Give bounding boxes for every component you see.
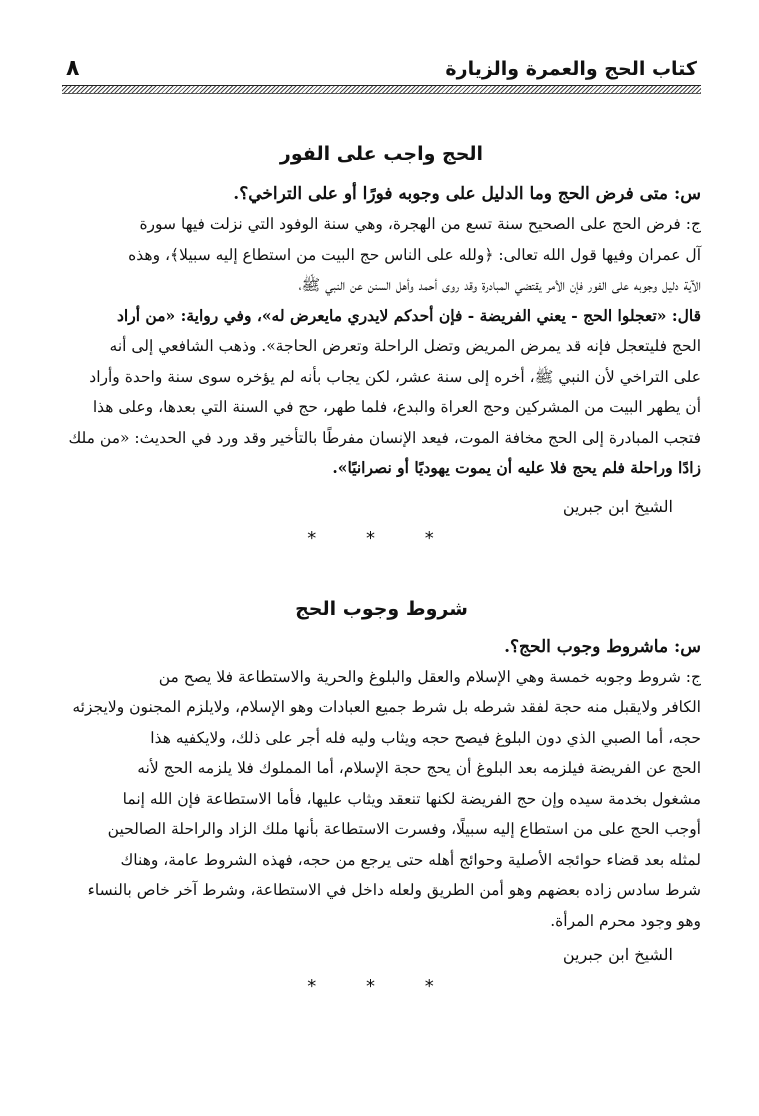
attribution: الشيخ ابن جبرين	[562, 496, 673, 516]
answer-line: فتجب المبادرة إلى الحج مخافة الموت، فيعد الإنسان مفرطًا بالتأخير وقد ورد في الحديث: «من ملك	[68, 428, 701, 447]
book-title: كتاب الحج والعمرة والزيارة	[445, 58, 697, 80]
answer-line: آل عمران وفيها قول الله تعالى: ﴿ولله على الناس حج البيت من استطاع إليه سبيلا﴾، وهذه	[128, 245, 701, 264]
section-separator: * * *	[307, 527, 456, 549]
answer-line: على التراخي لأن النبي ﷺ، أخره إلى سنة عشر، لكن يجاب بأنه لم يؤخره سوى سنة واحدة وأراد	[89, 367, 701, 386]
answer-text	[62, 209, 701, 484]
question-text: س: ماشروط وجوب الحج؟.	[504, 636, 701, 657]
answer-line: ج: فرض الحج على الصحيح سنة تسع من الهجرة، وهي سنة الوفود التي نزلت فيها سورة	[139, 215, 701, 233]
answer-line: الآية دليل وجوبه على الفور فإن الأمر يقتضي المبادرة وقد روى أحمد وأهل السنن عن النبي ﷺ،	[298, 276, 701, 294]
answer-line: شرط سادس زاده بعضهم وهو أمن الطريق ولعله داخل في الاستطاعة، وشرط آخر خاص بالنساء	[87, 881, 701, 899]
answer-line: الحج فليتعجل فإنه قد يمرض المريض وتضل الراحلة وتعرض الحاجة». وذهب الشافعي إلى أنه	[109, 337, 701, 355]
page-number: ٨	[66, 56, 80, 81]
answer-line: الحج عن الفريضة فيلزمه بعد البلوغ أن يحج حجة الإسلام، أما المملوك فلا يلزمه الحج لأنه	[137, 759, 701, 777]
answer-line: وهو وجود محرم المرأة.	[550, 911, 701, 930]
answer-text	[62, 662, 701, 937]
answer-line: ج: شروط وجوبه خمسة وهي الإسلام والعقل والبلوغ والحرية والاستطاعة فلا يصح من	[158, 667, 701, 686]
answer-line: لمثله بعد قضاء حوائجه الأصلية وحوائج أهله حتى يرجع من حجه، فهذه الشروط عامة، وهناك	[120, 850, 701, 869]
running-header	[62, 52, 701, 82]
answer-line: حجه، أما الصبي الذي دون البلوغ فيصح حجه ويثاب وليه فله أجر على ذلك، ولايكفيه هذا	[150, 728, 701, 747]
answer-line: قال: «تعجلوا الحج - يعني الفريضة - فإن أحدكم لايدري مايعرض له»، وفي رواية: «من أراد	[117, 305, 701, 325]
answer-line: مشغول بخدمة سيده وإن حج الفريضة لكنها تنعقد ويثاب عليها، فأما الاستطاعة فإن الله إنما	[122, 789, 701, 808]
section-separator: * * *	[307, 976, 456, 997]
header-rule	[62, 85, 701, 94]
question-text: س: متى فرض الحج وما الدليل على وجوبه فورًا أو على التراخي؟.	[233, 184, 701, 204]
answer-line: أوجب الحج على من استطاع إليه سبيلًا، وفسرت الاستطاعة بأنها ملك الزاد والراحلة الصالحين	[107, 820, 701, 838]
answer-line: الكافر ولايقبل منه حجة لفقد شرطه بل شرط جميع العبادات وهو الإسلام، ولايلزم المجنون ولايجزئه	[72, 698, 701, 716]
answer-line: أن يطهر البيت من المشركين وحج العراة والبدع، فلما طهر، حج في السنة التي بعدها، وعلى هذا	[92, 398, 701, 416]
attribution: الشيخ ابن جبرين	[562, 945, 673, 964]
answer-line: زادًا وراحلة فلم يحج فلا عليه أن يموت يهوديًا أو نصرانيًا».	[332, 458, 701, 477]
section-title-hajj-conditions: شروط وجوب الحج	[295, 597, 468, 620]
section-title-hajj-immediate: الحج واجب على الفور	[279, 143, 484, 165]
